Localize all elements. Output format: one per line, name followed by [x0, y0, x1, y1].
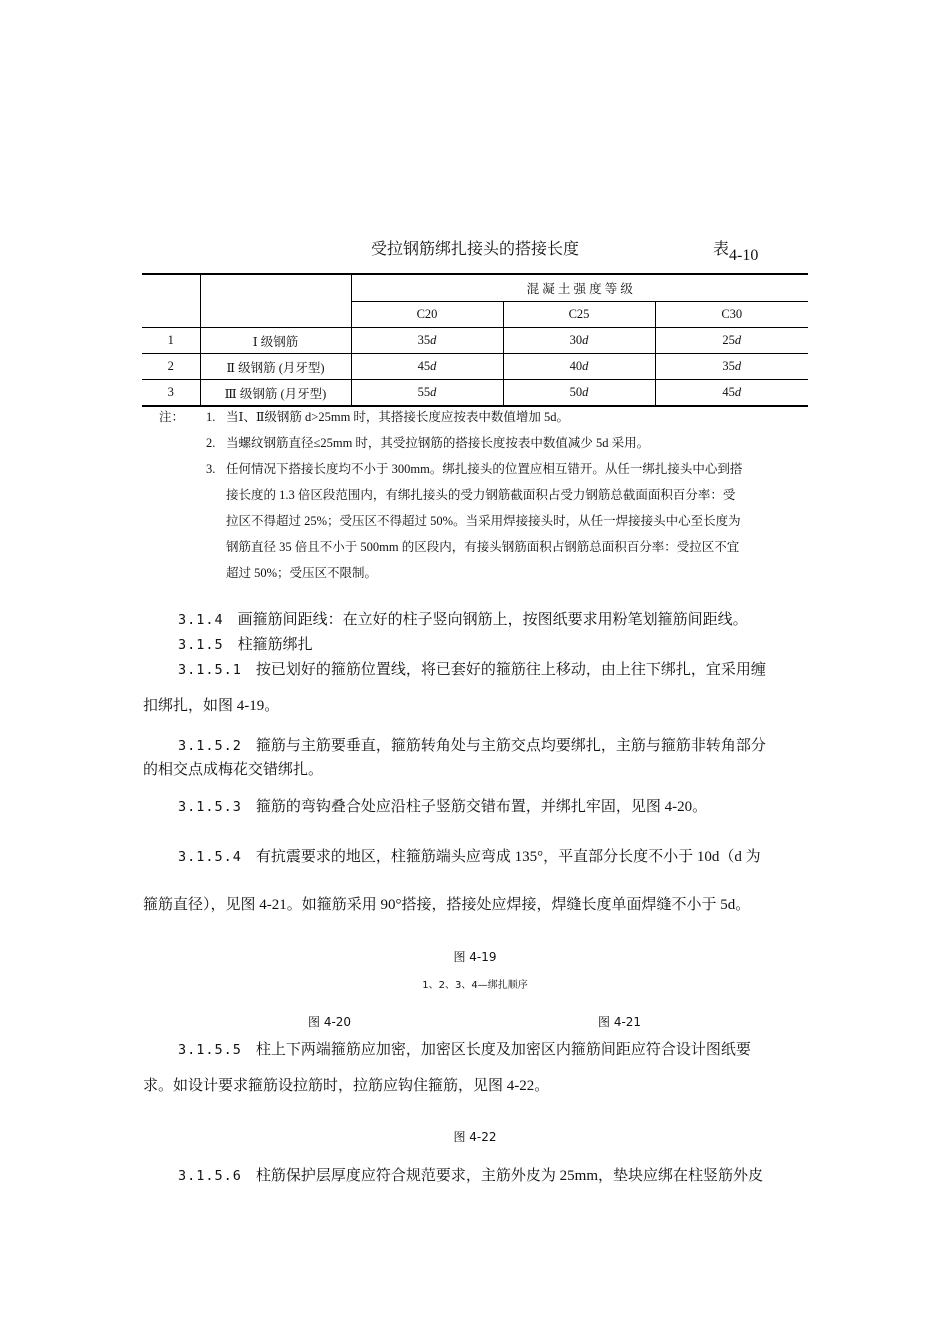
paragraph-text: 按已划好的箍筋位置线，将已套好的箍筋往上移动，由上往下绑扎，宜采用缠: [255, 662, 766, 678]
paragraph-text: 画箍筋间距线：在立好的柱子竖向钢筋上，按图纸要求用粉笔划箍筋间距线。: [237, 612, 748, 628]
section-number: 3.1.4: [178, 612, 224, 628]
paragraph-3-1-5-5: [178, 1038, 751, 1059]
header-type-cell: [200, 274, 351, 328]
paragraph-3-1-5: [178, 633, 313, 654]
section-number: 3.1.5.3: [178, 799, 242, 815]
table-header-row: [142, 274, 808, 302]
row-value: 25d: [655, 328, 808, 354]
header-group-cell: 混 凝 土 强 度 等 级: [351, 274, 808, 302]
paragraph-text: 有抗震要求的地区，柱箍筋端头应弯成 135°，平直部分长度不小于 10d（d 为: [255, 849, 761, 865]
row-no: 3: [142, 380, 200, 407]
note-text: 当Ⅰ、Ⅱ级钢筋 d>25mm 时，其搭接长度应按表中数值增加 5d。: [226, 410, 570, 424]
row-value: 35d: [655, 354, 808, 380]
table-row: [142, 380, 808, 407]
note-number: 2.: [206, 436, 216, 450]
row-value: 45d: [351, 354, 503, 380]
note-text: 当螺纹钢筋直径≤25mm 时，其受拉钢筋的搭接长度按表中数值减少 5d 采用。: [226, 436, 650, 450]
note-item: [206, 456, 808, 586]
section-number: 3.1.5.6: [178, 1168, 242, 1184]
notes-label: 注：: [159, 410, 185, 424]
note-text: 超过 50%；受压区不限制。: [226, 566, 378, 580]
note-number: 1.: [206, 410, 216, 424]
table-number-value: 4-10: [729, 247, 759, 264]
note-number: 3.: [206, 462, 216, 476]
table-title: 受拉钢筋绑扎接头的搭接长度: [370, 239, 579, 258]
row-no: 1: [142, 328, 200, 354]
paragraph-text: 箍筋与主筋要垂直，箍筋转角处与主筋交点均要绑扎，主筋与箍筋非转角部分: [255, 738, 766, 754]
note-item: [206, 430, 808, 456]
note-text: 任何情况下搭接长度均不小于 300mm。绑扎接头的位置应相互错开。从任一绑扎接头中心到搭: [226, 462, 743, 476]
paragraph-3-1-5-6: [178, 1164, 763, 1185]
section-number: 3.1.5.4: [178, 849, 242, 865]
paragraph-3-1-5-2-cont: 的相交点成梅花交错绑扎。: [143, 762, 324, 778]
paragraph-text: 柱上下两端箍筋应加密，加密区长度及加密区内箍筋间距应符合设计图纸要: [255, 1042, 751, 1058]
figure-4-21-label: 图 4-21: [598, 1015, 642, 1029]
row-type: Ⅱ 级钢筋 (月牙型): [200, 354, 351, 380]
paragraph-text: 柱筋保护层厚度应符合规范要求，主筋外皮为 25mm，垫块应绑在柱竖筋外皮: [255, 1168, 763, 1184]
paragraph-text: 柱箍筋绑扎: [237, 637, 313, 653]
note-text: 钢筋直径 35 倍且不小于 500mm 的区段内，有接头钢筋面积占钢筋总面积百分率：受拉区不宜: [226, 540, 740, 554]
section-number: 3.1.5.2: [178, 738, 242, 754]
paragraph-3-1-5-3: [178, 795, 707, 816]
row-value: 50d: [503, 380, 655, 407]
paragraph-3-1-5-1-cont: 扣绑扎，如图 4-19。: [143, 698, 280, 714]
paragraph-text: 箍筋的弯钩叠合处应沿柱子竖筋交错布置，并绑扎牢固，见图 4-20。: [255, 799, 708, 815]
grade-cell: C25: [503, 302, 655, 328]
paragraph-3-1-4: [178, 608, 748, 629]
row-value: 30d: [503, 328, 655, 354]
section-number: 3.1.5.1: [178, 662, 242, 678]
row-value: 55d: [351, 380, 503, 407]
table-row: [142, 328, 808, 354]
row-no: 2: [142, 354, 200, 380]
header-no-cell: [142, 274, 200, 328]
section-number: 3.1.5: [178, 637, 224, 653]
figure-4-22-label: 图 4-22: [453, 1130, 497, 1144]
grade-cell: C30: [655, 302, 808, 328]
row-value: 45d: [655, 380, 808, 407]
paragraph-3-1-5-4: [178, 845, 761, 866]
lap-length-table: [142, 273, 808, 407]
table-number-label: 表: [713, 239, 730, 258]
row-type: Ⅰ 级钢筋: [200, 328, 351, 354]
figure-4-20-label: 图 4-20: [308, 1015, 352, 1029]
table-row: [142, 354, 808, 380]
paragraph-3-1-5-4-cont: 箍筋直径），见图 4-21。如箍筋采用 90°搭接，搭接处应焊接，焊缝长度单面焊缝不小于 5d。: [143, 897, 751, 913]
note-text: 接长度的 1.3 倍区段范围内，有绑扎接头的受力钢筋截面积占受力钢筋总截面面积百分率：受: [226, 488, 736, 502]
paragraph-3-1-5-2: [178, 734, 766, 755]
row-type: Ⅲ 级钢筋 (月牙型): [200, 380, 351, 407]
row-value: 35d: [351, 328, 503, 354]
note-text: 拉区不得超过 25%；受压区不得超过 50%。当采用焊接接头时，从任一焊接接头中心至长度为: [226, 514, 741, 528]
row-value: 40d: [503, 354, 655, 380]
table-number: [713, 236, 759, 264]
grade-cell: C20: [351, 302, 503, 328]
paragraph-3-1-5-5-cont: 求。如设计要求箍筋设拉筋时，拉筋应钩住箍筋，见图 4-22。: [143, 1078, 550, 1094]
figure-4-19-label: 图 4-19: [453, 950, 497, 964]
paragraph-3-1-5-1: [178, 658, 766, 679]
section-number: 3.1.5.5: [178, 1042, 242, 1058]
note-item: [206, 404, 808, 430]
figure-4-19-caption: 1、2、3、4—绑扎顺序: [422, 980, 528, 991]
